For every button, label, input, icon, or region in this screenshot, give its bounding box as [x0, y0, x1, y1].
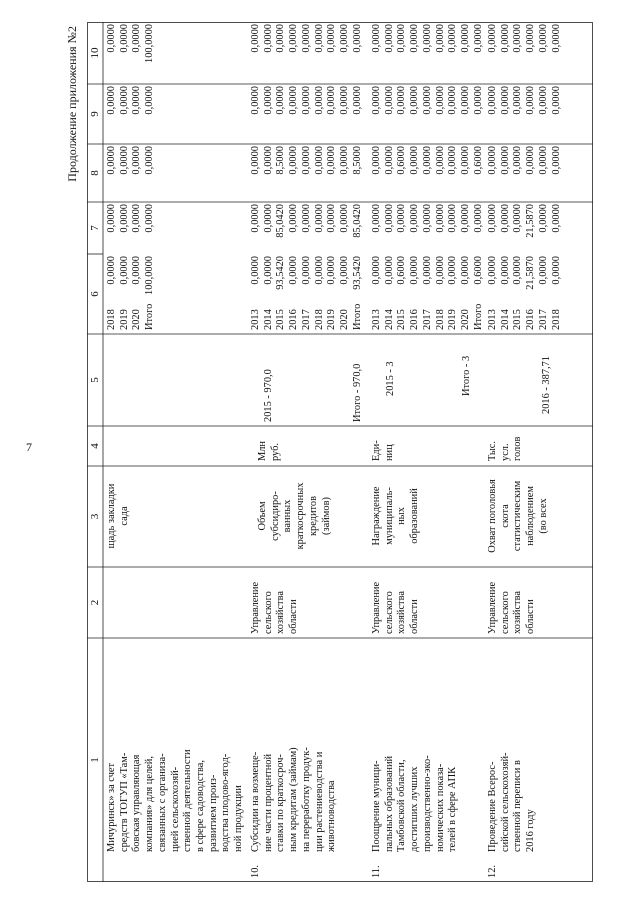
row-10-col-9: 0,0000 0,0000 0,0000 0,0000 0,0000 0,0000 0,0000 0,0000 0,0000: [250, 86, 363, 115]
row-11-col-8: 0,0000 0,0000 0,6000 0,0000 0,0000 0,0000 0,0000 0,0000 0,6000: [371, 146, 484, 175]
row-10-number: 10.: [250, 865, 261, 878]
row-0-years: 2018 2019 2020 Итого: [106, 303, 156, 330]
row-12-description: Проведение Всерос- сийской сельскохозяй- ственной переписи в 2016 году: [487, 752, 537, 852]
program-table: [87, 22, 593, 882]
continuation-title: Продолжение приложения №2: [65, 26, 79, 182]
row-10-years: 2013 2014 2015 2016 2017 2018 2019 2020 Итого: [250, 303, 363, 330]
header-col-9: 9: [89, 111, 101, 117]
row-11-col-7: 0,0000 0,0000 0,0000 0,0000 0,0000 0,0000 0,0000 0,0000 0,0000: [371, 204, 484, 233]
row-11-years: 2013 2014 2015 2016 2017 2018 2019 2020 Итого: [371, 303, 484, 330]
row-12-target: 2016 - 387,71: [541, 355, 552, 414]
row-12-col-9: 0,0000 0,0000 0,0000 0,0000 0,0000 0,0000: [487, 86, 562, 115]
header-col-2: 2: [89, 599, 101, 606]
header-col-8: 8: [89, 170, 101, 176]
row-10-col-7: 0,0000 0,0000 85,0420 0,0000 0,0000 0,0000 0,0000 0,0000 85,0420: [250, 204, 363, 238]
row-10-unit: Млн руб.: [257, 441, 281, 461]
row-10-col-6: 0,0000 0,0000 93,5420 0,0000 0,0000 0,0000 0,0000 0,0000 93,5420: [250, 256, 363, 290]
row-11-target: 2015 - 3 Итого - 3: [385, 355, 473, 396]
page-number: 7: [26, 440, 32, 454]
row-11-executor: Управление сельского хозяйства области: [371, 581, 421, 634]
row-12-col-6: 0,0000 0,0000 0,0000 21,5870 0,0000 0,0000: [487, 256, 562, 290]
row-11-number: 11.: [371, 865, 382, 878]
header-col-6: 6: [89, 291, 101, 297]
row-10-indicator: Объем субсидиро- ванных краткосрочных кредитов (займов): [257, 482, 332, 550]
header-col-10: 10: [89, 47, 101, 59]
row-0-col-7: 0,0000 0,0000 0,0000 0,0000: [106, 204, 156, 233]
row-10-col-8: 0,0000 0,0000 8,5000 0,0000 0,0000 0,0000 0,0000 0,0000 8,5000: [250, 146, 363, 175]
row-0-col-10: 0,0000 0,0000 0,0000 100,0000: [106, 24, 156, 63]
row-10-col-10: 0,0000 0,0000 0,0000 0,0000 0,0000 0,0000 0,0000 0,0000 0,0000: [250, 24, 363, 53]
row-10-target: 2015 - 970,0 Итого - 970,0: [263, 363, 363, 422]
header-col-1: 1: [89, 757, 101, 763]
row-11-col-9: 0,0000 0,0000 0,0000 0,0000 0,0000 0,0000 0,0000 0,0000 0,0000: [371, 86, 484, 115]
row-11-indicator: Награждение муниципаль- ных образований: [371, 486, 421, 546]
row-12-col-10: 0,0000 0,0000 0,0000 0,0000 0,0000 0,0000: [487, 24, 562, 53]
row-0-description: Мичуринск» за счет средств ТОГУП «Там- бовская управляющая компания» для целей, связанных с организа- цией сельскохозяй- ственной деятельности в сфере садоводства, развитием произ- водства плодово-ягод- ной продукции: [106, 749, 245, 852]
row-12-executor: Управление сельского хозяйства области: [487, 581, 537, 634]
row-12-unit: Тыс. усл. голов: [487, 436, 524, 461]
rotated-page: [47, 22, 593, 882]
row-12-number: 12.: [487, 865, 498, 878]
header-col-5: 5: [89, 377, 101, 383]
row-10-executor: Управление сельского хозяйства области: [250, 581, 300, 634]
row-12-col-8: 0,0000 0,0000 0,0000 0,0000 0,0000 0,0000: [487, 146, 562, 175]
header-col-7: 7: [89, 225, 101, 231]
row-0-indicator: щадь закладки сада: [106, 483, 130, 549]
row-12-indicator: Охват поголовья скота статистическим наблюдением (во всех: [487, 479, 549, 553]
row-12-col-7: 0,0000 0,0000 0,0000 21,5870 0,0000 0,0000: [487, 204, 562, 238]
row-11-col-10: 0,0000 0,0000 0,0000 0,0000 0,0000 0,0000 0,0000 0,0000 0,0000: [371, 24, 484, 53]
row-12-years: 2013 2014 2015 2016 2017 2018: [487, 309, 562, 330]
row-10-description: Субсидии на возмеще- ние части процентной ставки по краткосроч- ным кредитам (займам) на переработку продук- ции растениеводства и животноводства: [250, 747, 338, 852]
row-11-unit: Еди- ниц: [371, 440, 395, 461]
row-0-col-8: 0,0000 0,0000 0,0000 0,0000: [106, 146, 156, 175]
header-col-3: 3: [89, 513, 101, 520]
row-0-col-6: 0,0000 0,0000 0,0000 100,0000: [106, 256, 156, 295]
row-0-col-9: 0,0000 0,0000 0,0000 0,0000: [106, 86, 156, 115]
row-11-description: Поощрение муници- пальных образований Тамбовской области, достигших лучших производственно-эко- номических показа- телей в сфере АПК: [371, 755, 459, 852]
header-col-4: 4: [89, 443, 101, 449]
row-11-col-6: 0,0000 0,0000 0,6000 0,0000 0,0000 0,0000 0,0000 0,0000 0,6000: [371, 256, 484, 285]
